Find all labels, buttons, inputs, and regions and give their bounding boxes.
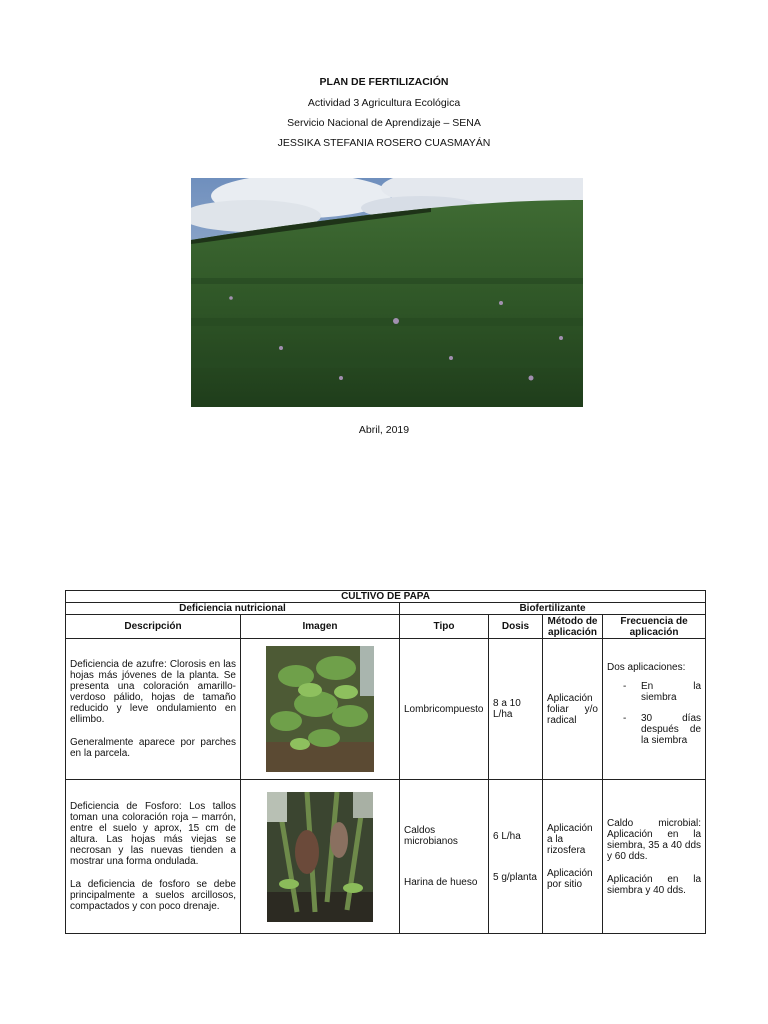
potato-field-photo: [191, 178, 583, 407]
frequency-intro: Dos aplicaciones:: [607, 662, 686, 673]
method-text: Aplicación a la rizosfera: [547, 823, 593, 856]
column-header-image: Imagen: [241, 615, 400, 639]
type-text: Caldos microbianos: [404, 825, 458, 847]
document-date: Abril, 2019: [358, 424, 410, 436]
description-cell: [66, 639, 241, 780]
group-header-biofertilizer: Biofertilizante: [400, 603, 706, 615]
column-header-type: Tipo: [400, 615, 489, 639]
table-row: [66, 780, 706, 934]
frequency-item: - 30 días después de la siembra: [607, 713, 701, 746]
description-text: Generalmente aparece por parches en la parcela.: [70, 737, 236, 759]
dose-cell: [489, 780, 543, 934]
image-cell: [241, 780, 400, 934]
frequency-cell: [603, 639, 706, 780]
document-title: PLAN DE FERTILIZACIÓN: [319, 76, 449, 88]
dose-text: 5 g/planta: [493, 871, 537, 883]
phosphorus-deficiency-photo: [267, 792, 373, 922]
dose-cell: 8 a 10 L/ha: [489, 639, 543, 780]
institution-name: Servicio Nacional de Aprendizaje – SENA: [287, 117, 481, 129]
frequency-cell: [603, 780, 706, 934]
dose-text: 6 L/ha: [493, 830, 521, 842]
method-cell: Aplicación foliar y/o radical: [543, 639, 603, 780]
author-name: JESSIKA STEFANIA ROSERO CUASMAYÁN: [277, 137, 491, 149]
method-cell: [543, 780, 603, 934]
sulfur-deficiency-photo: [266, 646, 374, 772]
column-header-description: Descripción: [66, 615, 241, 639]
column-header-method: Método de aplicación: [543, 615, 603, 639]
activity-subtitle: Actividad 3 Agricultura Ecológica: [307, 97, 461, 109]
description-text: Deficiencia de azufre: Clorosis en las hojas más jóvenes de la planta. Se presenta una coloración amarillo-verdoso pálido, hojas de tamaño reducido y leve ondulamiento en ellimbo.: [70, 659, 236, 725]
type-cell: [400, 780, 489, 934]
image-cell: [241, 639, 400, 780]
type-cell: Lombricompuesto: [400, 639, 489, 780]
description-cell: [66, 780, 241, 934]
group-header-deficiency: Deficiencia nutricional: [66, 603, 400, 615]
fertilization-table: [65, 590, 706, 934]
frequency-list: [607, 681, 701, 746]
type-text: Harina de hueso: [404, 877, 478, 888]
method-text: Aplicación por sitio: [547, 868, 593, 890]
table-title: CULTIVO DE PAPA: [66, 591, 706, 603]
frequency-text: Caldo microbial: Aplicación en la siembra, 35 a 40 dds y 60 dds.: [607, 817, 702, 862]
column-header-dose: Dosis: [489, 615, 543, 639]
frequency-text: Aplicación en la siembra y 40 dds.: [607, 873, 702, 896]
frequency-item: - En la siembra: [607, 681, 701, 703]
description-text: La deficiencia de fosforo se debe principalmente a suelos arcillosos, compactados y con poco drenaje.: [70, 879, 236, 912]
table-row: [66, 639, 706, 780]
column-header-frequency: Frecuencia de aplicación: [603, 615, 706, 639]
description-text: Deficiencia de Fosforo: Los tallos toman una coloración roja – marrón, entre el suelo y aprox, 15 cm de altura. Las hojas más viejas se necrosan y las nuevas tienden a mostrar una forma ondulada.: [70, 801, 236, 867]
